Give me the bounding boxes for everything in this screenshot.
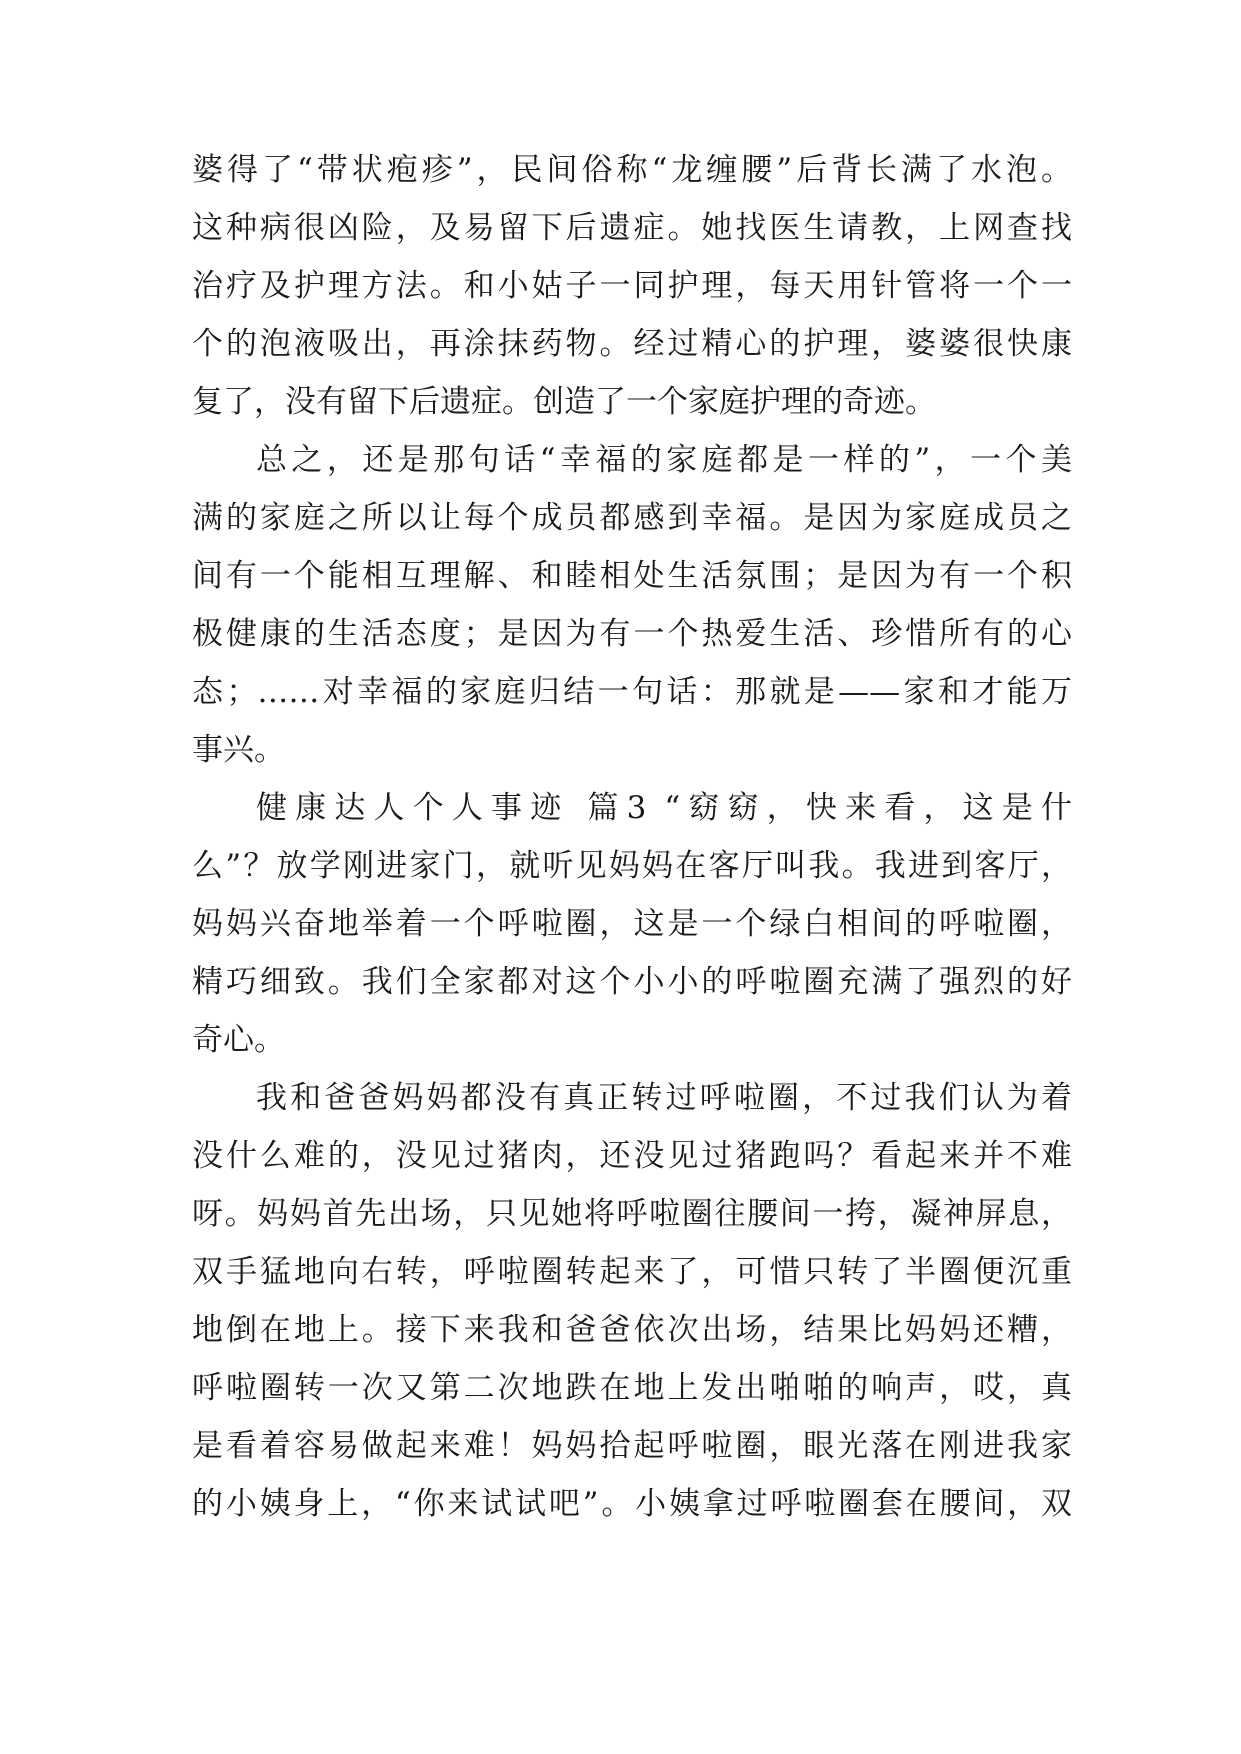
text-line: 地倒在地上。接下来我和爸爸依次出场，结果比妈妈还糟， (192, 1312, 1072, 1348)
text-line: 婆得了“带状疱疹”，民间俗称“龙缠腰”后背长满了水泡。 (192, 152, 1072, 188)
text-line: 妈妈兴奋地举着一个呼啦圈，这是一个绿白相间的呼啦圈， (192, 906, 1072, 942)
text-line: 极健康的生活态度；是因为有一个热爱生活、珍惜所有的心 (192, 616, 1072, 652)
text-line: 治疗及护理方法。和小姑子一同护理，每天用针管将一个一 (192, 268, 1072, 304)
text-line: 总之，还是那句话“幸福的家庭都是一样的”，一个美 (256, 442, 1072, 478)
text-line: 我和爸爸妈妈都没有真正转过呼啦圈，不过我们认为着 (256, 1080, 1072, 1116)
text-line: 态；……对幸福的家庭归结一句话：那就是——家和才能万 (192, 674, 1072, 710)
text-line: 个的泡液吸出，再涂抹药物。经过精心的护理，婆婆很快康 (192, 326, 1072, 362)
text-line: 奇心。 (192, 1022, 285, 1058)
text-line: 这种病很凶险，及易留下后遗症。她找医生请教，上网查找 (192, 210, 1072, 246)
text-line: 的小姨身上，“你来试试吧”。小姨拿过呼啦圈套在腰间，双 (192, 1486, 1072, 1522)
text-line: 是看着容易做起来难！妈妈拾起呼啦圈，眼光落在刚进我家 (192, 1428, 1072, 1464)
text-line: 复了，没有留下后遗症。创造了一个家庭护理的奇迹。 (192, 384, 936, 420)
text-line: 双手猛地向右转，呼啦圈转起来了，可惜只转了半圈便沉重 (192, 1254, 1072, 1290)
text-line: 事兴。 (192, 732, 285, 768)
section-heading-line: 健康达人个人事迹 篇3 “窈窈，快来看，这是什 (256, 790, 1072, 826)
text-line: 呼啦圈转一次又第二次地跌在地上发出啪啪的响声，哎，真 (192, 1370, 1072, 1406)
text-line: 没什么难的，没见过猪肉，还没见过猪跑吗？看起来并不难 (192, 1138, 1072, 1174)
text-line: 呀。妈妈首先出场，只见她将呼啦圈往腰间一挎，凝神屏息， (192, 1196, 1072, 1232)
text-line: 满的家庭之所以让每个成员都感到幸福。是因为家庭成员之 (192, 500, 1072, 536)
text-line: 间有一个能相互理解、和睦相处生活氛围；是因为有一个积 (192, 558, 1072, 594)
text-line: 么”？放学刚进家门，就听见妈妈在客厅叫我。我进到客厅， (192, 848, 1072, 884)
text-line: 精巧细致。我们全家都对这个小小的呼啦圈充满了强烈的好 (192, 964, 1072, 1000)
